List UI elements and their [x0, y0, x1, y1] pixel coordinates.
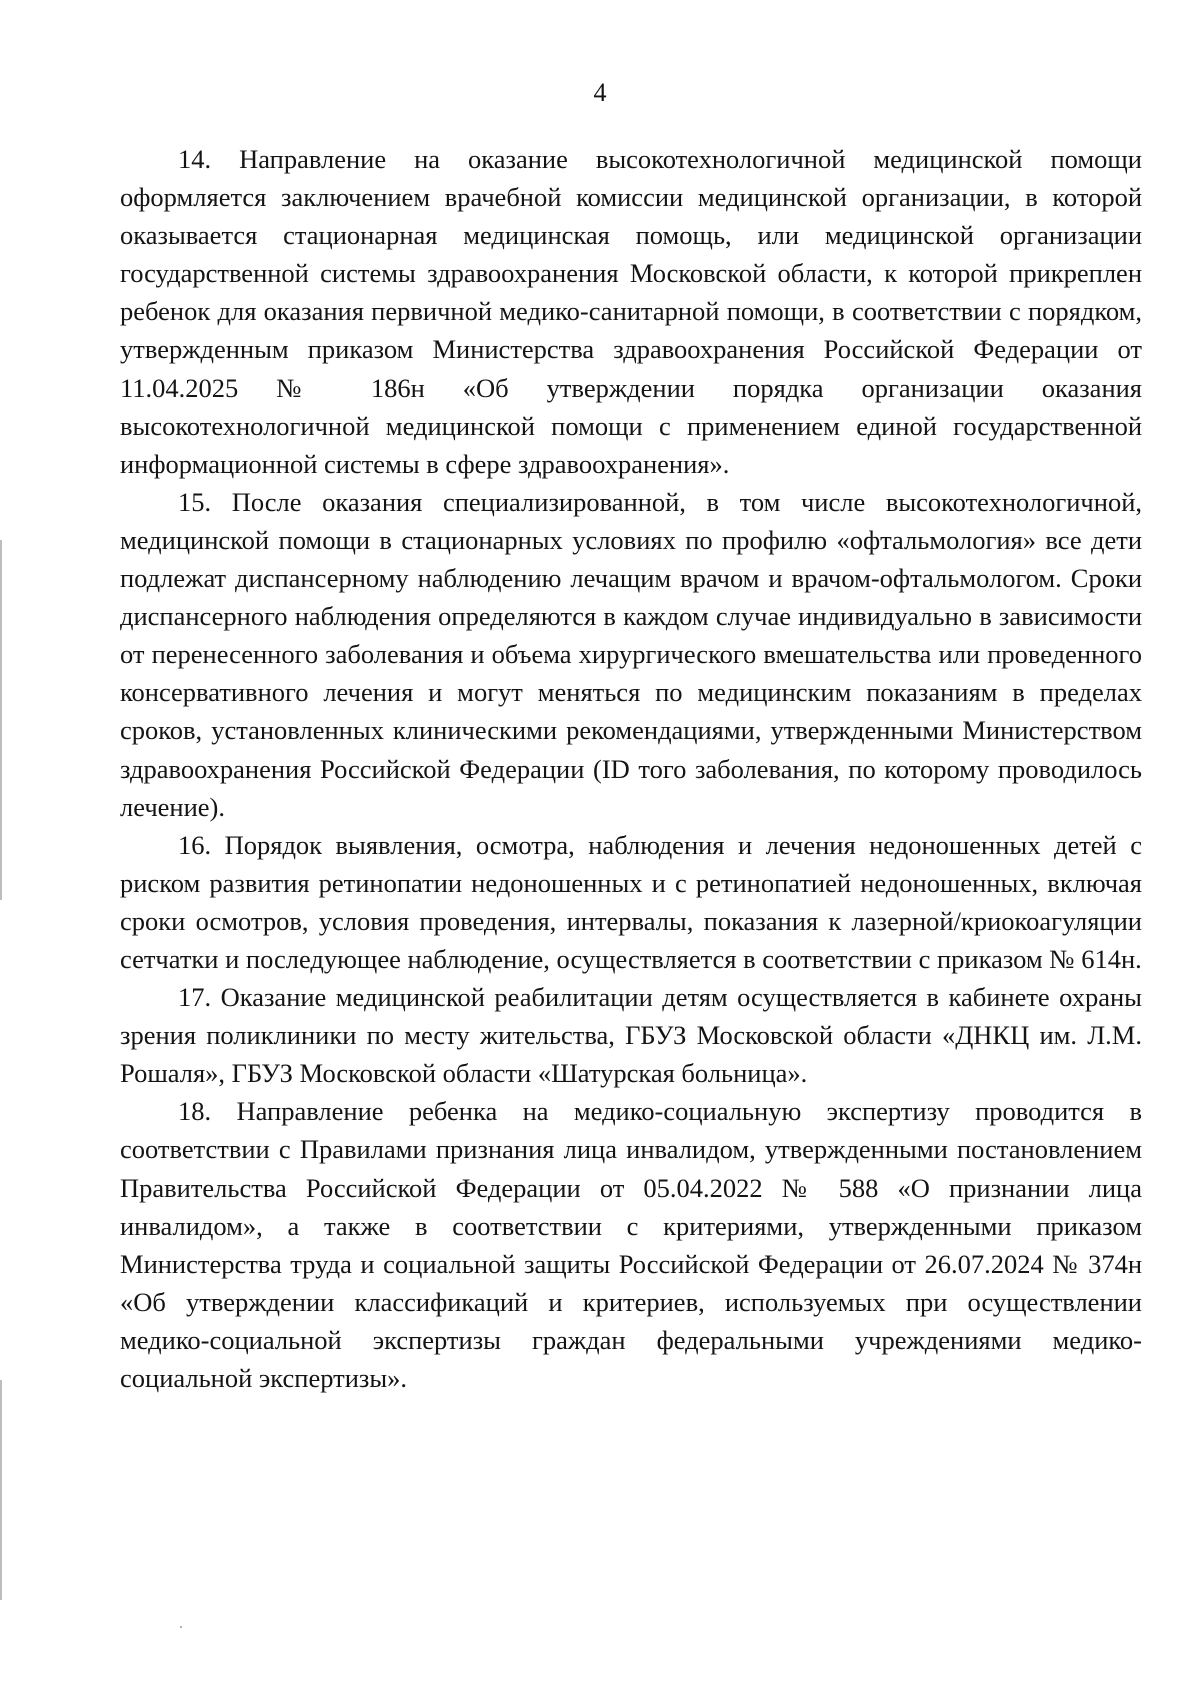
paragraph-14: 14. Направление на оказание высокотехнологичной медицинской помощи оформляется заключением врачебной комиссии медицинской организации, в которой оказывается стационарная медицинская помощь, или медицинской организации государственной системы здравоохранения Московской области, к которой прикреплен ребенок для оказания первичной медико-санитарной помощи, в соответствии с порядком, утвержденным приказом Министерства здравоохранения Российской Федерации от 11.04.2025 № 186н «Об утверждении порядка организации оказания высокотехнологичной медицинской помощи с применением единой государственной информационной системы в сфере здравоохранения». — [120, 144, 1142, 479]
paragraph-16: 16. Порядок выявления, осмотра, наблюдения и лечения недоношенных детей с риском развития ретинопатии недоношенных и с ретинопатией недоношенных, включая сроки осмотров, условия проведения, интервалы, показания к лазерной/криокоагуляции сетчатки и последующее наблюдение, осуществляется в соответствии с приказом № 614н. — [120, 829, 1142, 974]
scan-edge-mark — [0, 540, 2, 900]
paragraph-15: 15. После оказания специализированной, в том числе высокотехнологичной, медицинской помощи в стационарных условиях по профилю «офтальмология» все дети подлежат диспансерному наблюдению лечащим врачом и врачом-офтальмологом. Сроки диспансерного наблюдения определяются в каждом случае индивидуально в зависимости от перенесенного заболевания и объема хирургического вмешательства или проведенного консервативного лечения и могут меняться по медицинским показаниям в пределах сроков, установленных клиническими рекомендациями, утвержденными Министерством здравоохранения Российской Федерации (ID того заболевания, по которому проводилось лечение). — [120, 486, 1142, 822]
scan-edge-mark-lower — [0, 1380, 2, 1600]
page-number: 4 — [593, 78, 607, 107]
document-body — [120, 140, 1142, 1397]
paragraph-18: 18. Направление ребенка на медико-социальную экспертизу проводится в соответствии с Правилами признания лица инвалидом, утвержденными постановлением Правительства Российской Федерации от 05.04.2022 № 588 «О признании лица инвалидом», а также в соответствии с критериями, утвержденными приказом Министерства труда и социальной защиты Российской Федерации от 26.07.2024 № 374н «Об утверждении классификаций и критериев, используемых при осуществлении медико-социальной экспертизы граждан федеральными учреждениями медико-социальной экспертизы». — [120, 1096, 1142, 1393]
paragraph-17: 17. Оказание медицинской реабилитации детям осуществляется в кабинете охраны зрения поликлиники по месту жительства, ГБУЗ Московской области «ДНКЦ им. Л.М. Рошаля», ГБУЗ Московской области «Шатурская больница». — [120, 982, 1142, 1089]
scan-speck — [180, 1626, 182, 1628]
